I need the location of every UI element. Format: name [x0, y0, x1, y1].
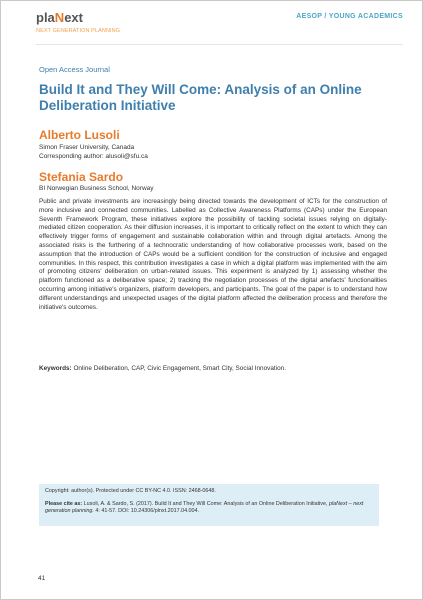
affiliation-text: Simon Fraser University, Canada — [39, 144, 135, 151]
open-access-label: Open Access Journal — [39, 65, 110, 74]
journal-header — [36, 10, 403, 42]
author-name-2: Stefania Sardo — [39, 170, 124, 184]
citation-box — [39, 484, 379, 526]
keywords-list: Online Deliberation, CAP, Civic Engagement, Smart City, Social Innovation. — [73, 365, 286, 372]
corresponding-author: Corresponding author: alusoli@sfu.ca — [39, 153, 148, 160]
page-number: 41 — [38, 575, 46, 582]
cite-journal: plaNext – next generation planning. — [45, 501, 364, 514]
plaNext-logo: plaNext — [36, 10, 83, 25]
keywords-label: Keywords: — [39, 365, 72, 372]
citation — [45, 501, 373, 515]
header-divider — [36, 44, 403, 45]
publisher-label: AESOP / YOUNG ACADEMICS — [296, 13, 403, 20]
logo-tagline: NEXT GENERATION PLANNING — [36, 28, 121, 34]
article-title: Build It and They Will Come: Analysis of an Online Deliberation Initiative — [39, 82, 362, 113]
copyright-notice: Copyright: author(s). Protected under CC BY-NC 4.0. ISSN: 2468-0648. — [45, 488, 216, 494]
cite-details: 4: 41-57. DOI: 10.24306/plnxt.2017.04.004. — [93, 508, 200, 514]
abstract: Public and private investments are increasingly being directed towards the development of ICTs for the construction of more inclusive and connected communities. Labelled as Collective Awareness Platforms (CAPs) under the European Seventh Framework Program, these initiatives explore the possibility of tackling societal issues relying on digitally-mediated citizen cooperation. As their diffusion increases, it is important to critically reflect on the extent to which they can effectively trigger forms of engagement and sustainable collaboration within and through digital artefacts. Among the associated risks is the furthering of a technocratic understanding of how collaborative processes work, based on the assumption that the introduction of CAPs would be a sufficient condition for the construction of inclusive and engaged communities. In this respect, this contribution investigates a case in which a digital platform was implemented with the aim of promoting citizens' deliberation on urban-related issues. This experiment is analyzed by 1) assessing whether the platform functioned as a deliberative space; 2) tracking the negotiation processes of the digital artefacts' functionalities occurring among initiative's organizers, platform developers, and participants. The goal of the paper is to understand how different understandings and unexpected usages of the digital platform affected the deliberation process and therefore the initiative's outcomes. — [39, 198, 387, 311]
author-affiliation-1 — [39, 143, 148, 161]
affiliation-text: BI Norwegian Business School, Norway — [39, 185, 154, 192]
cite-authors: Lusoli, A. & Sardo, S. (2017). Build It and They Will Come: Analysis of an Online Deliberation Initiative, — [83, 501, 329, 507]
author-name-1: Alberto Lusoli — [39, 128, 120, 142]
keywords — [39, 365, 387, 372]
cite-label: Please cite as: — [45, 501, 83, 507]
author-affiliation-2 — [39, 184, 154, 193]
